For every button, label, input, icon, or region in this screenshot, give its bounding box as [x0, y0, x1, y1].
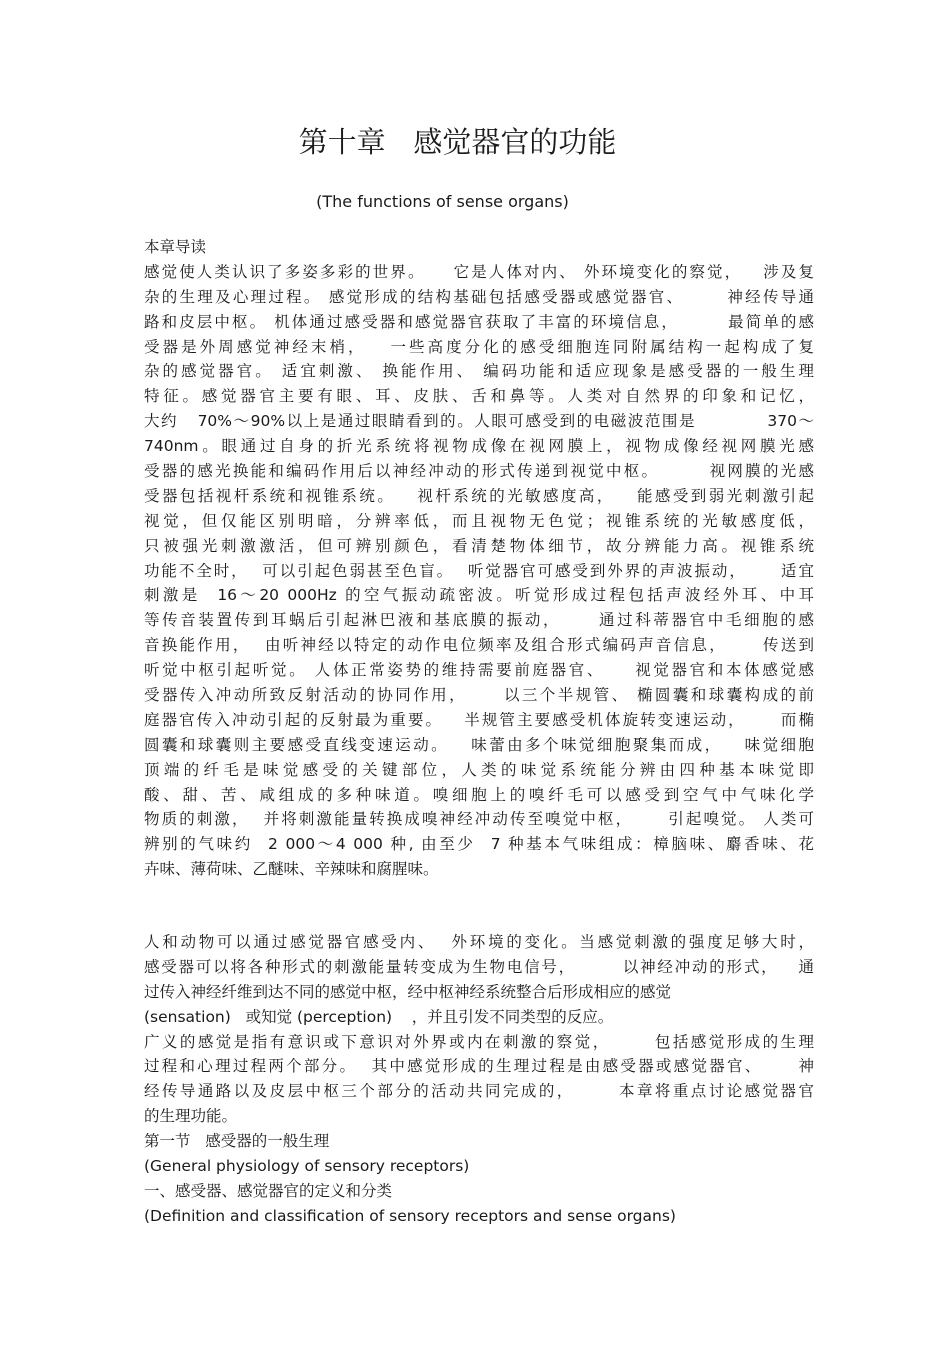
chapter-title: 第十章 感觉器官的功能	[298, 125, 617, 159]
intro-line: 特征。感觉器官主要有眼、耳、皮肤、舌和鼻等。人类对自然界的印象和记忆，	[144, 387, 814, 406]
intro-line: 卉味、薄荷味、乙醚味、辛辣味和腐腥味。	[144, 860, 439, 879]
intro-line: 大约 70%～90%以上是通过眼睛看到的。人眼可感受到的电磁波范围是 370～	[144, 412, 814, 431]
intro-line: 路和皮层中枢。 机体通过感受器和感觉器官获取了丰富的环境信息， 最简单的感	[144, 312, 814, 331]
intro-line: 酸、甜、苦、咸组成的多种味道。嗅细胞上的嗅纤毛可以感受到空气中气味化学	[144, 785, 814, 804]
intro-line: 等传音装置传到耳蜗后引起淋巴液和基底膜的振动， 通过科蒂器官中毛细胞的感	[144, 611, 814, 630]
intro-heading: 本章导读	[144, 238, 207, 256]
body-line: 的生理功能。	[144, 1107, 238, 1126]
subsection-heading: 一、感受器、感觉器官的定义和分类	[144, 1181, 393, 1200]
intro-line: 辨别的气味约 2 000～4 000 种, 由至少 7 种基本气味组成：樟脑味、麝香味、花	[144, 835, 814, 854]
body-line: 人和动物可以通过感觉器官感受内、 外环境的变化。当感觉刺激的强度足够大时，	[144, 933, 814, 951]
intro-line: 740nm。眼通过自身的折光系统将视物成像在视网膜上，视物成像经视网膜光感	[144, 437, 814, 456]
chapter-subtitle: (The functions of sense organs)	[316, 192, 569, 211]
intro-line: 听觉中枢引起听觉。 人体正常姿势的维持需要前庭器官、 视觉器官和本体感觉感	[144, 661, 814, 680]
intro-line: 圆囊和球囊则主要感受直线变速运动。 味蕾由多个味觉细胞聚集而成， 味觉细胞	[144, 735, 814, 754]
intro-line: 功能不全时， 可以引起色弱甚至色盲。 听觉器官可感受到外界的声波振动， 适宜	[144, 561, 814, 580]
intro-line: 物质的刺激， 并将刺激能量转换成嗅神经冲动传至嗅觉中枢， 引起嗅觉。 人类可	[144, 810, 814, 829]
body-line: (sensation) 或知觉 (perception) ，并且引发不同类型的反应。	[144, 1007, 614, 1026]
body-line: 经传导通路以及皮层中枢三个部分的活动共同完成的， 本章将重点讨论感觉器官	[144, 1082, 814, 1101]
intro-line: 顶端的纤毛是味觉感受的关键部位，人类的味觉系统能分辨由四种基本味觉即	[144, 760, 814, 779]
intro-line: 刺激是 16～20 000Hz 的空气振动疏密波。听觉形成过程包括声波经外耳、中耳	[144, 586, 814, 605]
intro-line: 感觉使人类认识了多姿多彩的世界。 它是人体对内、 外环境变化的察觉， 涉及复	[144, 262, 814, 281]
body-line: 过程和心理过程两个部分。 其中感觉形成的生理过程是由感受器或感觉器官、 神	[144, 1057, 814, 1076]
section-heading-en: (General physiology of sensory receptors)	[144, 1157, 470, 1176]
intro-line: 杂的生理及心理过程。 感觉形成的结构基础包括感受器或感觉器官、 神经传导通	[144, 287, 814, 306]
body-line: 感受器可以将各种形式的刺激能量转变成为生物电信号， 以神经冲动的形式， 通	[144, 957, 814, 976]
intro-line: 视觉，但仅能区别明暗，分辨率低，而且视物无色觉；视锥系统的光敏感度低，	[144, 511, 814, 530]
intro-line: 受器的感光换能和编码作用后以神经冲动的形式传递到视觉中枢。 视网膜的光感	[144, 462, 814, 481]
intro-line: 庭器官传入冲动引起的反射最为重要。 半规管主要感受机体旋转变速运动， 而椭	[144, 710, 814, 729]
body-line: 广义的感觉是指有意识或下意识对外界或内在刺激的察觉， 包括感觉形成的生理	[144, 1032, 814, 1051]
subsection-heading-en: (Definition and classification of sensory receptors and sense organs)	[144, 1206, 676, 1225]
chapter-body	[144, 930, 814, 1229]
section-heading: 第一节 感受器的一般生理	[144, 1132, 330, 1151]
intro-line: 杂的感觉器官。 适宜刺激、 换能作用、 编码功能和适应现象是感受器的一般生理	[144, 362, 814, 381]
intro-line: 受器包括视杆系统和视锥系统。 视杆系统的光敏感度高， 能感受到弱光刺激引起	[144, 486, 814, 505]
chapter-intro	[144, 235, 814, 882]
intro-line: 只被强光刺激激活，但可辨别颜色，看清楚物体细节，故分辨能力高。视锥系统	[144, 536, 814, 555]
intro-line: 受器传入冲动所致反射活动的协同作用， 以三个半规管、 椭圆囊和球囊构成的前	[144, 686, 814, 705]
intro-line: 音换能作用， 由听神经以特定的动作电位频率及组合形式编码声音信息， 传送到	[144, 636, 814, 655]
body-line: 过传入神经纤维到达不同的感觉中枢，经中枢神经系统整合后形成相应的感觉	[144, 982, 672, 1001]
intro-line: 受器是外周感觉神经末梢， 一些高度分化的感受细胞连同附属结构一起构成了复	[144, 337, 814, 356]
